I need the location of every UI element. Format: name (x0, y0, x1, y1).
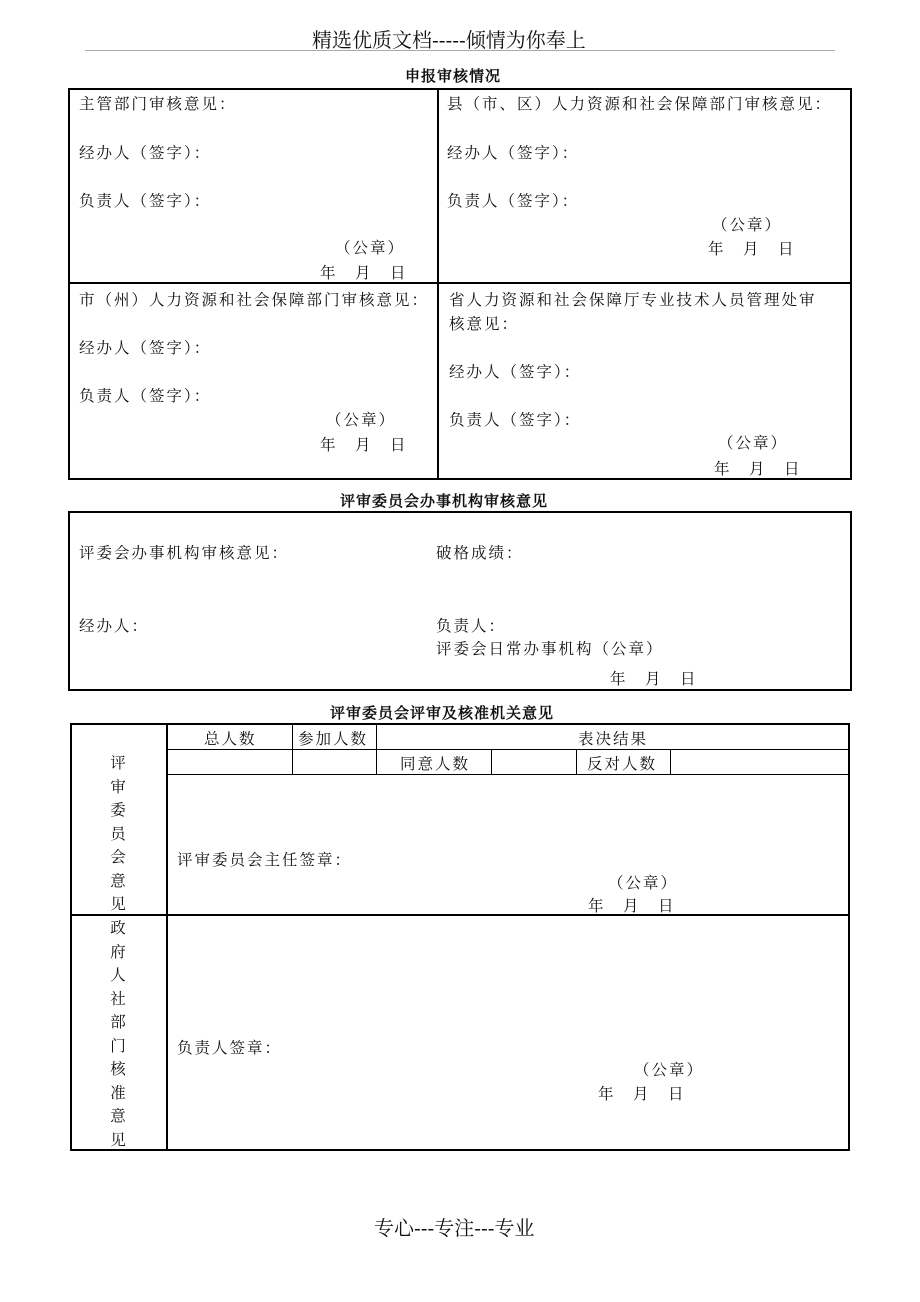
vote-vline-4 (576, 749, 577, 774)
section2-handler: 经办人： (79, 617, 150, 635)
section2-box (68, 511, 852, 691)
vote-vline-1 (292, 723, 293, 774)
section2-title: 评审委员会办事机构审核意见 (340, 492, 549, 510)
cell-bl-seal: （公章） (326, 411, 397, 429)
col-participants: 参加人数 (298, 730, 369, 748)
cell-tl-principal: 负责人（签字）： (79, 192, 212, 210)
cell-tr-title: 县（市、区）人力资源和社会保障部门审核意见： (447, 95, 833, 113)
cell-tr-handler: 经办人（签字）： (447, 144, 580, 162)
section2-principal: 负责人： (436, 617, 507, 635)
cell-tr-seal: （公章） (712, 216, 783, 234)
col-result: 表决结果 (578, 730, 649, 748)
cell-br-date: 年 月 日 (714, 460, 802, 478)
cell-br-principal: 负责人（签字）： (449, 411, 582, 429)
cell-tl-date: 年 月 日 (320, 264, 408, 282)
committee-label: 评审委员会意见 (110, 754, 126, 913)
section1-title: 申报审核情况 (405, 67, 502, 85)
section2-date: 年 月 日 (610, 670, 698, 688)
gov-label: 政府人社部门核准意见 (110, 919, 126, 1149)
cell-tl-title: 主管部门审核意见： (79, 95, 237, 113)
vote-hline-2 (166, 774, 850, 775)
label-column-divider (166, 723, 168, 1151)
page-header: 精选优质文档-----倾情为你奉上 (312, 28, 586, 52)
cell-br-title-line2: 核意见： (449, 315, 520, 333)
section3-title: 评审委员会评审及核准机关意见 (330, 704, 555, 722)
chair-sign: 评审委员会主任签章： (177, 851, 353, 869)
cell-tr-date: 年 月 日 (708, 240, 796, 258)
page-footer: 专心---专注---专业 (374, 1216, 535, 1240)
principal-sign: 负责人签章： (177, 1039, 283, 1057)
date-2: 年 月 日 (598, 1085, 686, 1103)
seal-2: （公章） (634, 1061, 705, 1079)
cell-tl-handler: 经办人（签字）： (79, 144, 212, 162)
vote-vline-5 (670, 749, 671, 774)
cell-br-title-line1: 省人力资源和社会保障厅专业技术人员管理处审 (449, 291, 817, 309)
vote-vline-2 (376, 723, 377, 774)
cell-tl-seal: （公章） (335, 239, 406, 257)
cell-bl-handler: 经办人（签字）： (79, 339, 212, 357)
date-1: 年 月 日 (588, 897, 676, 915)
cell-bl-principal: 负责人（签字）： (79, 387, 212, 405)
header-divider (85, 50, 835, 51)
seal-1: （公章） (608, 874, 679, 892)
col-agree: 同意人数 (400, 755, 471, 773)
row-divider (70, 914, 850, 916)
cell-bl-date: 年 月 日 (320, 436, 408, 454)
cell-br-seal: （公章） (718, 434, 789, 452)
section3-table (70, 723, 850, 1151)
cell-tr-principal: 负责人（签字）： (447, 192, 580, 210)
vote-hline-1 (166, 749, 850, 750)
cell-br-handler: 经办人（签字）： (449, 363, 582, 381)
office-seal: 评委会日常办事机构（公章） (436, 640, 664, 658)
review-label: 评委会办事机构审核意见： (79, 544, 290, 562)
section1-vline (437, 88, 439, 480)
col-total: 总人数 (204, 730, 257, 748)
exception-label: 破格成绩： (436, 544, 524, 562)
cell-bl-title: 市（州）人力资源和社会保障部门审核意见： (79, 291, 430, 309)
col-oppose: 反对人数 (587, 755, 658, 773)
section1-hline (68, 282, 852, 284)
vote-vline-3 (491, 749, 492, 774)
